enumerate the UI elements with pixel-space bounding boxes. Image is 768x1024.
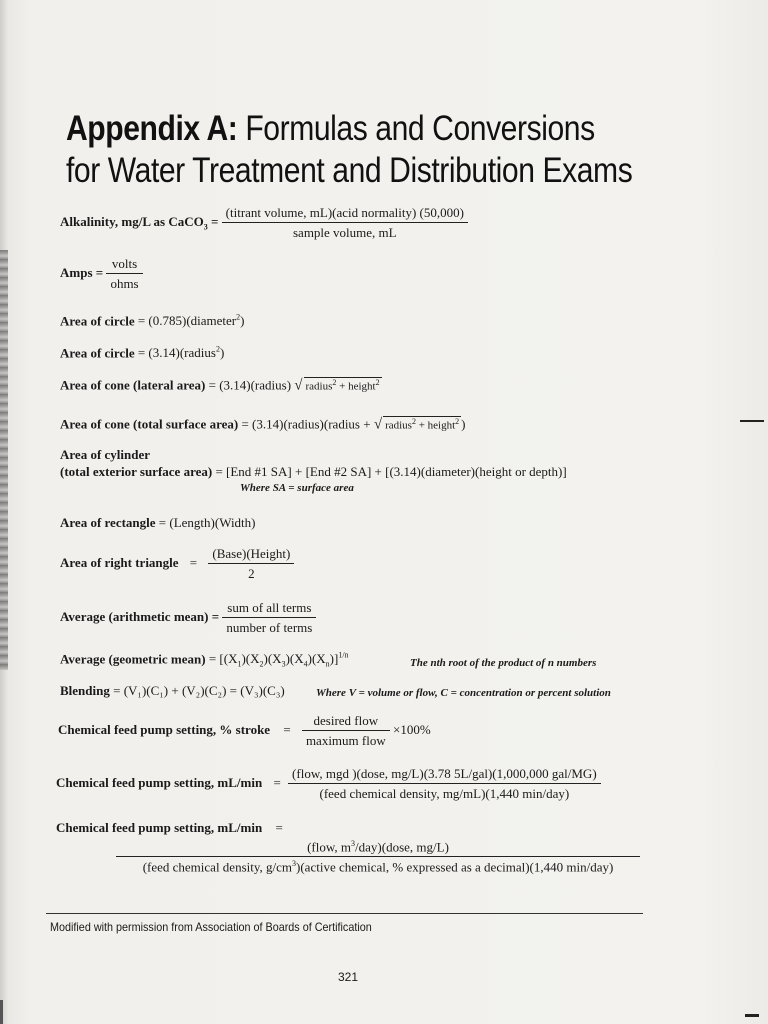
pump-stroke-label: Chemical feed pump setting, % stroke — [58, 721, 271, 737]
average-arithmetic — [60, 600, 316, 636]
arith-mean-denominator: number of terms — [226, 620, 313, 635]
circle2-formula: = (3.14)(radius$^2$) — [137, 345, 225, 361]
pump-m3-denominator: (feed chemical density, $g/cm^3)(active$ chemical, % expressed as a decimal)(1,440 min/day) — [142, 859, 614, 875]
cone-total-radicand: radius$^2$ + height$^2$ — [385, 417, 460, 432]
amps-label: Amps = — [60, 264, 104, 280]
cylinder-label1: Area of cylinder — [60, 447, 151, 462]
blending-label: Blending — [60, 683, 110, 698]
pump-mgd-formula — [56, 766, 601, 802]
pump-stroke-numerator: desired flow — [302, 713, 390, 731]
triangle-numerator: (Base)(Height) — [208, 546, 294, 564]
circle1-formula: = (0.785)(diameter$^2$) — [137, 313, 245, 329]
alkalinity-fraction — [222, 205, 468, 241]
title-bold: Appendix A: — [66, 109, 238, 148]
geo-mean-label: Average (geometric mean) — [60, 651, 206, 667]
amps-denominator: ohms — [110, 276, 139, 291]
footer-credit: Modified with permission from Association of Boards of Certification — [50, 920, 372, 934]
circle1-label: Area of circle — [60, 313, 135, 329]
average-geometric — [60, 651, 349, 669]
title-rest: Formulas and Conversions — [237, 109, 595, 148]
triangle-fraction — [208, 546, 294, 582]
amps-numerator: volts — [106, 256, 142, 274]
triangle-label: Area of right triangle — [60, 554, 179, 570]
alkalinity-numerator: (titrant volume, mL)(acid normality) (50,000) — [222, 205, 468, 223]
pump-m3-label-line — [56, 820, 283, 836]
pump-mgd-fraction — [288, 766, 601, 802]
geo-mean-note: The nth root of the product of n numbers — [410, 657, 597, 669]
pump-m3-label: Chemical feed pump setting, mL/min — [56, 820, 263, 835]
page-title-line1 — [66, 108, 595, 150]
sqrt-icon: √ — [373, 416, 383, 433]
arith-mean-label: Average (arithmetic mean) = — [60, 608, 220, 624]
cylinder-label2: (total exterior surface area) — [60, 464, 213, 479]
cone-total-label: Area of cone (total surface area) — [60, 416, 239, 432]
area-right-triangle — [60, 546, 294, 582]
alkalinity-formula — [60, 205, 468, 241]
area-rectangle — [60, 515, 256, 531]
pump-m3-numerator: (flow, $m^3/day)(dose$, mg/L) — [116, 839, 640, 857]
rectangle-formula: = (Length)(Width) — [158, 515, 256, 530]
pump-stroke-eq: = — [283, 721, 291, 737]
pump-m3-fraction — [116, 839, 640, 876]
geo-mean-formula: = $[(X_1)(X_2)(X_3)(X_4)(X_n)]^{1/n}$ — [208, 651, 349, 669]
pump-stroke-denominator: maximum flow — [305, 733, 386, 748]
pump-stroke-formula — [58, 713, 431, 749]
sqrt-icon: √ — [294, 377, 303, 394]
rectangle-label: Area of rectangle — [60, 515, 156, 530]
binding-shadow — [0, 250, 8, 670]
cylinder-formula: = [End #1 SA] + [End #2 SA] + [(3.14)(diameter)(height or depth)] — [215, 464, 567, 479]
pump-mgd-eq: = — [273, 774, 281, 790]
arith-mean-fraction — [222, 600, 316, 636]
footer-divider — [46, 913, 643, 914]
alkalinity-label: Alkalinity, mg/L as CaCO$_3$ = — [60, 213, 219, 232]
cone-lateral-label: Area of cone (lateral area) — [60, 377, 206, 393]
amps-formula — [60, 256, 143, 292]
pump-stroke-multiplier: ×100% — [392, 721, 431, 737]
scan-mark — [740, 420, 764, 422]
pump-mgd-numerator: (flow, mgd )(dose, mg/L)(3.78 5L/gal)(1,000,000 gal/MG) — [288, 766, 601, 784]
page-number: 321 — [338, 970, 359, 984]
blending-equation: = (V₁)(C₁) + (V₂)(C₂) = (V₃)(C₃) — [113, 683, 285, 698]
blending-note: Where V = volume or flow, C = concentration or percent solution — [316, 687, 611, 699]
cylinder-note: Where SA = surface area — [240, 482, 354, 494]
pump-m3-eq: = — [275, 820, 283, 835]
cone-lateral-radicand: radius$^2$ + height$^2$ — [305, 378, 380, 393]
pump-mgd-denominator: (feed chemical density, mg/mL)(1,440 min/day) — [319, 786, 570, 801]
triangle-denominator: 2 — [248, 566, 255, 581]
arith-mean-numerator: sum of all terms — [222, 600, 316, 618]
area-cone-lateral — [60, 377, 382, 395]
alkalinity-denominator: sample volume, mL — [292, 225, 397, 240]
area-cone-total: Area of cone (total surface area) = (3.14)(radius)(radius + √ radius$^2$ + height$^2$ ) — [60, 416, 466, 433]
triangle-eq: = — [189, 554, 198, 570]
cone-total-formula: = (3.14)(radius)(radius + — [241, 416, 371, 432]
area-circle-radius — [60, 345, 224, 361]
area-circle-diameter — [60, 313, 244, 329]
circle2-label: Area of circle — [60, 345, 135, 361]
pump-stroke-fraction — [302, 713, 390, 749]
scan-mark — [745, 1014, 759, 1017]
page-title-line2: for Water Treatment and Distribution Exams — [66, 151, 633, 190]
area-cylinder — [60, 464, 567, 480]
cone-lateral-formula: = (3.14)(radius) — [208, 377, 292, 393]
blending-formula — [60, 683, 285, 699]
scan-mark — [0, 1000, 3, 1024]
amps-fraction — [106, 256, 142, 292]
pump-mgd-label: Chemical feed pump setting, mL/min — [56, 774, 263, 790]
